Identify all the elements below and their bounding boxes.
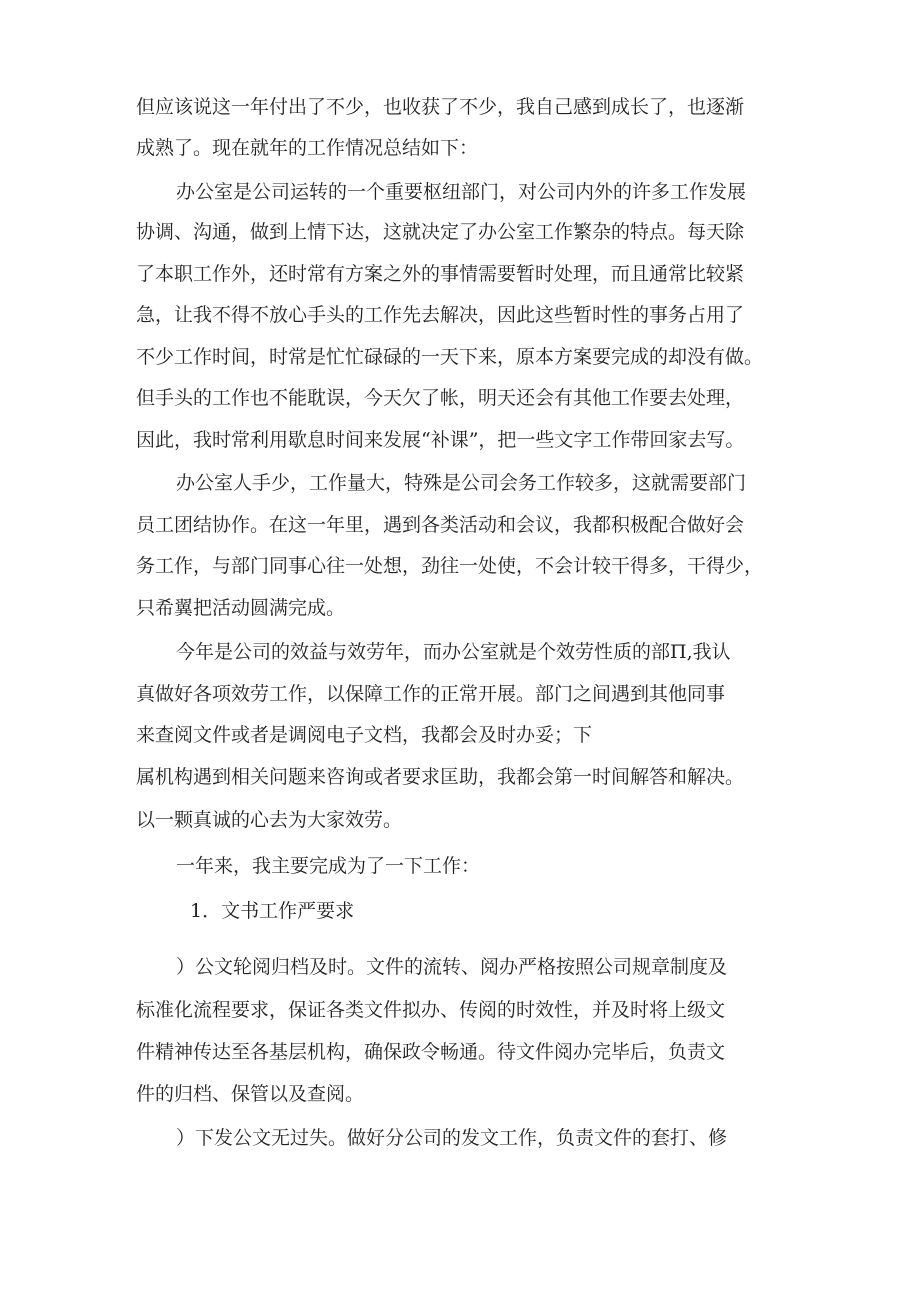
paragraph-line: 成熟了。现在就年的工作情况总结如下：: [136, 137, 479, 159]
paragraph-line: 急，让我不得不放心手头的工作先去解决，因此这些暂时性的事务占用了: [136, 304, 745, 326]
paragraph-line: 件精神传达至各基层机构，确保政令畅通。待文件阅办完毕后，负责文: [136, 1041, 726, 1063]
paragraph-line: 以一颗真诚的心去为大家效劳。: [136, 809, 403, 831]
paragraph-line: 真做好各项效劳工作，以保障工作的正常开展。部门之间遇到其他同事: [136, 683, 726, 705]
paragraph-line: 协调、沟通，做到上情下达，这就决定了办公室工作繁杂的特点。每天除: [136, 221, 745, 243]
paragraph-line: 标准化流程要求，保证各类文件拟办、传阅的时效性，并及时将上级文: [136, 999, 726, 1021]
paragraph-line: 属机构遇到相关问题来咨询或者要求匡助，我都会第一时间解答和解决。: [136, 766, 745, 788]
paragraph-line: 今年是公司的效益与效劳年，而办公室就是个效劳性质的部Π,我认: [176, 641, 731, 663]
paragraph-line: 来查阅文件或者是调阅电子文档，我都会及时办妥；下: [136, 724, 593, 746]
section-heading: 1．文书工作严要求: [190, 900, 355, 922]
paragraph-line: 办公室是公司运转的一个重要枢纽部门，对公司内外的许多工作发展: [176, 181, 747, 203]
paragraph-line: ）下发公文无过失。做好分公司的发文工作，负责文件的套打、修: [176, 1127, 728, 1149]
paragraph-line: 因此，我时常利用歇息时间来发展“补课”，把一些文字工作带回家去写。: [136, 429, 745, 451]
paragraph-line: 了本职工作外，还时常有方案之外的事情需要暂时处理，而且通常比较紧: [136, 263, 745, 285]
paragraph-line: 但应该说这一年付出了不少，也收获了不少，我自己感到成长了，也逐渐: [136, 96, 745, 118]
paragraph-line: 一年来，我主要完成为了一下工作：: [176, 855, 481, 877]
paragraph-line: 不少工作时间，时常是忙忙碌碌的一天下来，原本方案要完成的却没有做。: [136, 346, 764, 368]
paragraph-line: 只希翼把活动圆满完成。: [136, 597, 346, 619]
paragraph-line: ）公文轮阅归档及时。文件的流转、阅办严格按照公司规章制度及: [176, 956, 728, 978]
paragraph-line: 办公室人手少，工作量大，特殊是公司会务工作较多，这就需要部门: [176, 472, 747, 494]
paragraph-line: 件的归档、保管以及查阅。: [136, 1083, 365, 1105]
paragraph-line: 员工团结协作。在这一年里，遇到各类活动和会议，我都积极配合做好会: [136, 514, 745, 536]
paragraph-line: 但手头的工作也不能耽误，今天欠了帐，明天还会有其他工作要去处理，: [136, 387, 745, 409]
paragraph-line: 务工作，与部门同事心往一处想，劲往一处使，不会计较干得多，干得少，: [136, 555, 764, 577]
